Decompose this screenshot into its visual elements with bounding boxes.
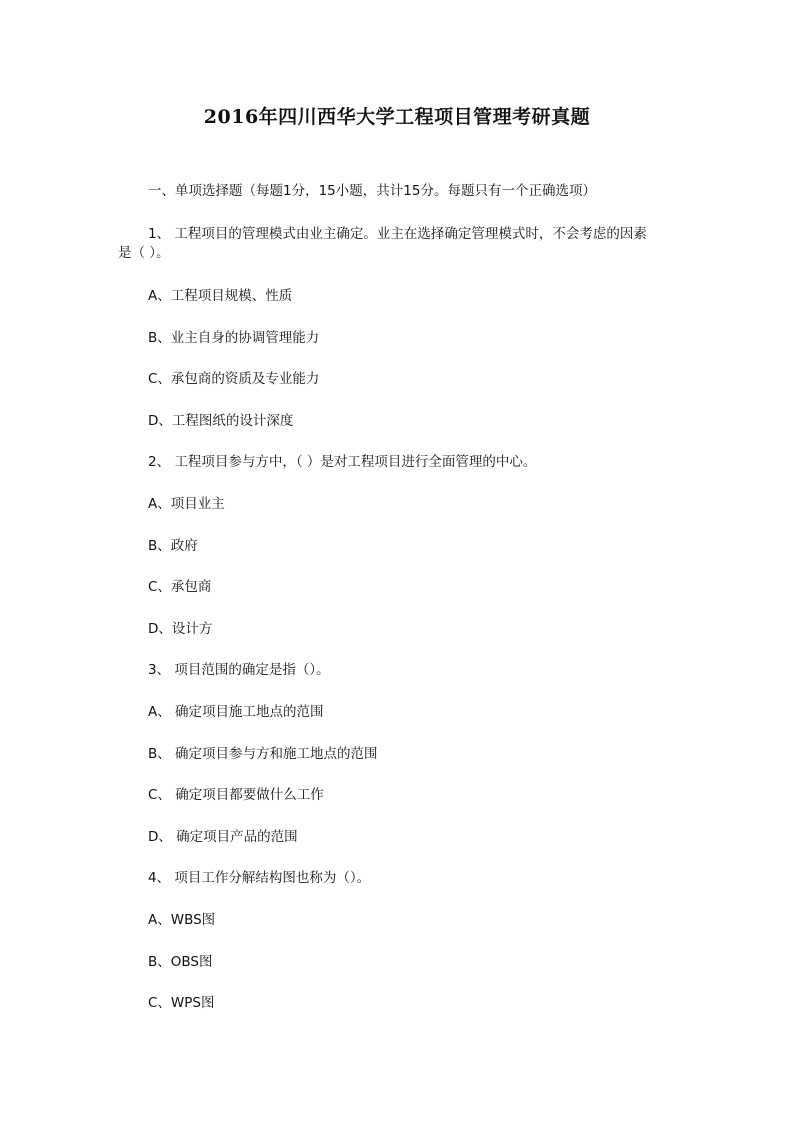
question-3-text: 3、 项目范围的确定是指（）。 xyxy=(148,662,330,678)
question-2-option-d: D、设计方 xyxy=(148,621,213,637)
question-1-option-c: C、承包商的资质及专业能力 xyxy=(148,371,320,387)
question-3-option-d: D、 确定项目产品的范围 xyxy=(148,829,298,845)
question-3-option-c: C、 确定项目都要做什么工作 xyxy=(148,787,324,803)
question-1-option-a: A、工程项目规模、性质 xyxy=(148,288,293,304)
question-4-text: 4、 项目工作分解结构图也称为（）。 xyxy=(148,870,371,886)
question-1-option-d: D、工程图纸的设计深度 xyxy=(148,413,294,429)
question-2-option-b: B、政府 xyxy=(148,538,198,554)
question-1-text-cont: 是（ ）。 xyxy=(118,245,170,261)
question-2-text: 2、 工程项目参与方中，（ ）是对工程项目进行全面管理的中心。 xyxy=(148,454,537,470)
document-title: 2016年四川西华大学工程项目管理考研真题 xyxy=(203,106,591,128)
question-4-option-b: B、OBS图 xyxy=(148,954,213,970)
question-4-option-c: C、WPS图 xyxy=(148,995,215,1011)
question-3-option-b: B、 确定项目参与方和施工地点的范围 xyxy=(148,746,378,762)
question-1-option-b: B、业主自身的协调管理能力 xyxy=(148,330,320,346)
question-2-option-a: A、项目业主 xyxy=(148,496,225,512)
question-3-option-a: A、 确定项目施工地点的范围 xyxy=(148,704,324,720)
question-2-option-c: C、承包商 xyxy=(148,579,212,595)
question-4-option-a: A、WBS图 xyxy=(148,912,216,928)
question-1-text: 1、 工程项目的管理模式由业主确定。业主在选择确定管理模式时，不会考虑的因素 xyxy=(148,226,647,242)
section-heading: 一、单项选择题（每题1分，15小题，共计15分。每题只有一个正确选项） xyxy=(148,183,596,199)
